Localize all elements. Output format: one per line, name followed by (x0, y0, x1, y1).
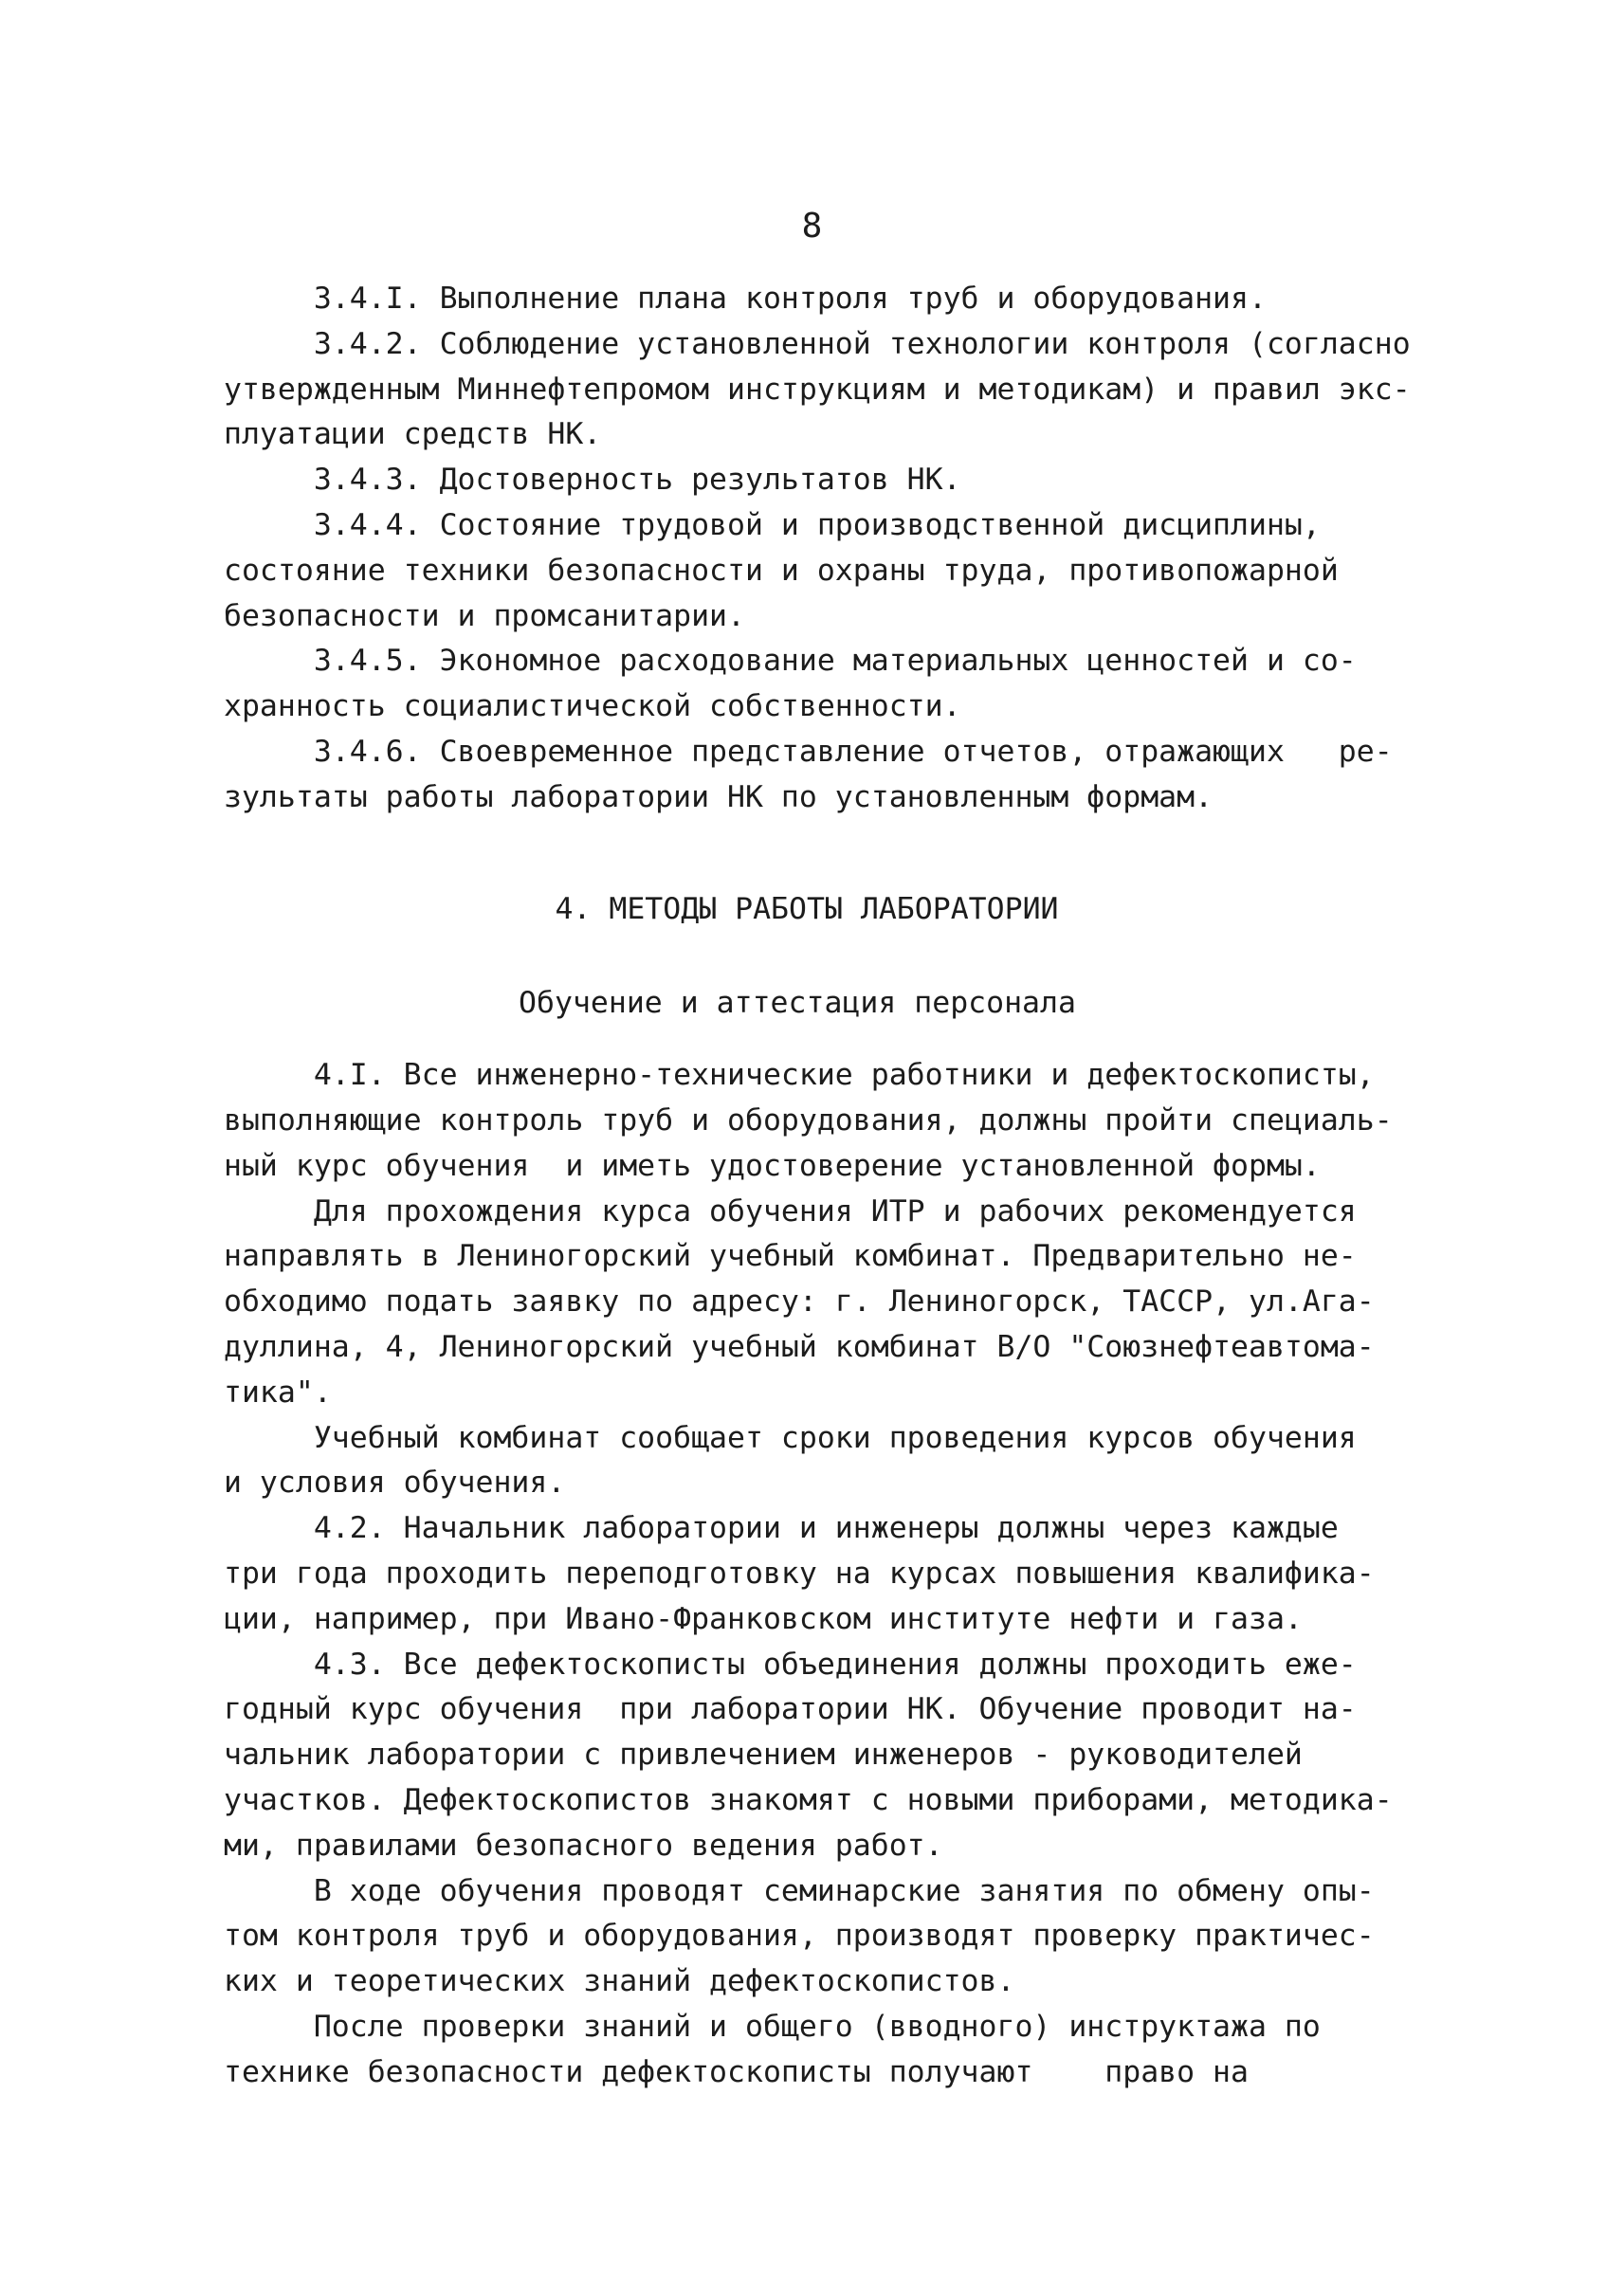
text-line: дуллина, 4, Лениногорский учебный комбинат В/О "Союзнефтеавтома- (224, 1329, 1375, 1364)
text-line: 3.4.6. Своевременное представление отчетов, отражающих ре- (224, 734, 1393, 769)
text-line: технике безопасности дефектоскописты получают право на (224, 2054, 1249, 2089)
text-line: ких и теоретических знаний дефектоскопистов. (224, 1964, 1015, 1999)
text-line: направлять в Лениногорский учебный комбинат. Предварительно не- (224, 1239, 1357, 1274)
text-line: 3.4.4. Состояние трудовой и производственной дисциплины, (224, 507, 1321, 542)
text-line: 3.4.I. Выполнение плана контроля труб и оборудования. (224, 282, 1267, 316)
text-line: 3.4.5. Экономное расходование материальных ценностей и со- (224, 644, 1357, 679)
document-body (224, 277, 1418, 2095)
text-line: и условия обучения. (224, 1466, 566, 1501)
text-line: том контроля труб и оборудования, производят проверку практичес- (224, 1919, 1375, 1954)
text-line: плуатации средств НК. (224, 417, 602, 452)
text-line: участков. Дефектоскопистов знакомят с новыми приборами, методика- (224, 1782, 1393, 1817)
section-heading: 4. МЕТОДЫ РАБОТЫ ЛАБОРАТОРИИ (555, 891, 1059, 926)
section-subheading: Обучение и аттестация персонала (519, 986, 1076, 1021)
text-line: безопасности и промсанитарии. (224, 598, 745, 633)
text-line: В ходе обучения проводят семинарские занятия по обмену опы- (224, 1873, 1375, 1908)
text-line: выполняющие контроль труб и оборудования, должны пройти специаль- (224, 1102, 1393, 1138)
page-number: 8 (801, 207, 823, 246)
text-line: обходимо подать заявку по адресу: г. Лениногорск, ТАССР, ул.Ага- (224, 1284, 1375, 1320)
text-line: После проверки знаний и общего (вводного) инструктажа по (224, 2009, 1321, 2044)
text-line: ции, например, при Ивано-Франковском институте нефти и газа. (224, 1601, 1303, 1636)
text-line: 4.3. Все дефектоскописты объединения должны проходить еже- (224, 1647, 1357, 1682)
text-line: тика". (224, 1375, 332, 1410)
text-line: годный курс обучения при лаборатории НК. Обучение проводит на- (224, 1692, 1357, 1727)
text-line: три года проходить переподготовку на курсах повышения квалифика- (224, 1556, 1375, 1591)
text-line: Для прохождения курса обучения ИТР и рабочих рекомендуется (224, 1193, 1357, 1229)
text-line: состояние техники безопасности и охраны труда, противопожарной (224, 553, 1339, 588)
text-line: чальник лаборатории с привлечением инженеров - руководителей (224, 1738, 1303, 1773)
text-line: ный курс обучения и иметь удостоверение установленной формы. (224, 1148, 1321, 1183)
text-line: 4.2. Начальник лаборатории и инженеры должны через каждые (224, 1511, 1339, 1546)
text-line: хранность социалистической собственности. (224, 689, 961, 724)
text-line: ми, правилами безопасного ведения работ. (224, 1828, 943, 1863)
text-line: утвержденным Миннефтепромом инструкциям и методикам) и правил экс- (224, 372, 1411, 407)
text-line: Учебный комбинат сообщает сроки проведения курсов обучения (224, 1420, 1357, 1455)
text-line: 3.4.3. Достоверность результатов НК. (224, 463, 961, 498)
text-line: 3.4.2. Соблюдение установленной технологии контроля (согласно (224, 326, 1411, 361)
text-line: зультаты работы лаборатории НК по установленным формам. (224, 779, 1213, 814)
text-line: 4.I. Все инженерно-технические работники и дефектоскописты, (224, 1058, 1375, 1093)
